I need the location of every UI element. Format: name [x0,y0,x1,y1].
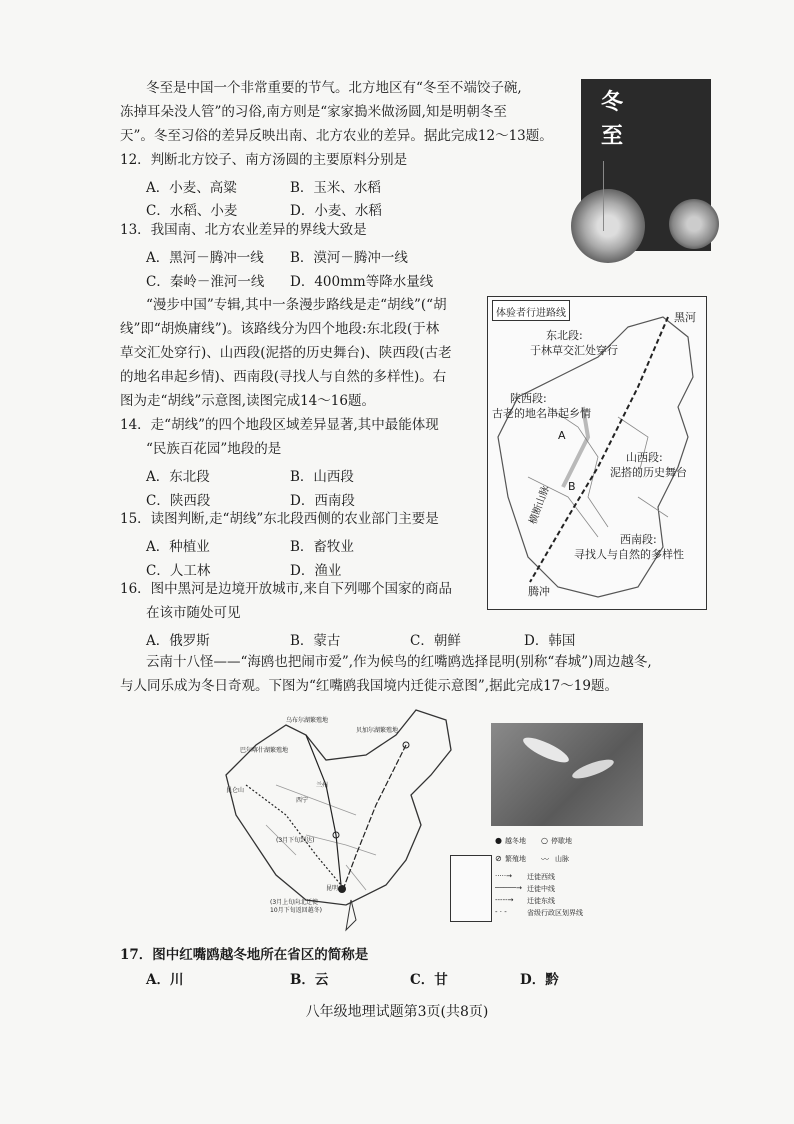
intro2-line5: 图为走“胡线”示意图,读图完成14～16题。 [120,393,375,409]
q13-option-d[interactable]: D．400mm等降水量线 [290,274,434,290]
q16-stem-line1: 16．图中黑河是边境开放城市,来自下列哪个国家的商品 [120,581,452,597]
northeast-section-title: 东北段: [546,329,583,342]
q12-option-b[interactable]: B．玉米、水稻 [290,180,381,196]
gull-migration-map [196,705,496,945]
q17-option-a[interactable]: A．川 [146,972,184,988]
stopover-icon: ○ [541,836,548,845]
q15-option-c[interactable]: C．人工林 [146,563,211,579]
southwest-section-title: 西南段: [620,533,657,546]
stopover-label: 停歇地 [551,837,572,845]
point-a-label: A [558,429,566,442]
q14-option-a[interactable]: A．东北段 [146,469,210,485]
q15-option-a[interactable]: A．种植业 [146,539,210,555]
poster-title-top: 冬 [601,89,624,115]
q14-stem-line2: “民族百花园”地段的是 [146,441,282,457]
intro3-line1: 云南十八怪——“海鸥也把闹市爱”,作为候鸟的红嘴鸥选择昆明(别称“春城”)周边越冬, [146,654,652,670]
wulan-breeding-label: 乌布尔湖繁殖地 [286,717,329,724]
q16-option-d[interactable]: D．韩国 [524,633,576,649]
q12-option-d[interactable]: D．小麦、水稻 [290,203,382,219]
q13-option-a[interactable]: A．黑河－腾冲一线 [146,250,264,266]
kunlun-mountain-label: 昆仑山 [226,787,245,794]
tangyuan-bowl-image [669,199,719,249]
q14-option-c[interactable]: C．陕西段 [146,493,211,509]
lanzhou-label: 兰州 [316,782,329,789]
q12-option-c[interactable]: C．水稻、小麦 [146,203,238,219]
q17-stem: 17．图中红嘴鸥越冬地所在省区的简称是 [120,947,369,963]
q13-option-b[interactable]: B．漠河－腾冲一线 [290,250,408,266]
q14-option-d[interactable]: D．西南段 [290,493,355,509]
northeast-section-desc: 于林草交汇处穿行 [530,344,618,357]
dumpling-bowl-image [571,189,645,263]
winter-ground-icon: ● [495,836,502,845]
hu-line-map [487,296,707,610]
intro2-line2: 线”即“胡焕庸线”)。该路线分为四个地段:东北段(于林 [120,321,440,337]
red-billed-gull-photo [491,723,643,826]
stopover-note: (3月下旬到达) [276,837,315,844]
kunming-note-line1: (3月上旬向北迁徙 [270,899,319,906]
tengchong-label: 腾冲 [528,585,550,598]
intro3-line2: 与人同乐成为冬日奇观。下图为“红嘴鸥我国境内迁徙示意图”,据此完成17～19题。 [120,678,618,694]
q15-option-d[interactable]: D．渔业 [290,563,342,579]
south-china-sea-inset [450,855,492,922]
q12-option-a[interactable]: A．小麦、高粱 [146,180,237,196]
gull-shape-2 [570,756,615,782]
q15-option-b[interactable]: B．畜牧业 [290,539,354,555]
intro2-line4: 的地名串起乡情)、西南段(寻找人与自然的多样性)。右 [120,369,447,385]
poster-title-bottom: 至 [601,123,624,149]
east-route-label: 迁徙东线 [527,897,555,905]
baikal-breeding-label: 贝加尔湖繁殖地 [356,727,399,734]
q13-stem: 13．我国南、北方农业差异的界线大致是 [120,222,367,238]
intro2-line1: “漫步中国”专辑,其中一条漫步路线是走“胡线”(“胡 [146,297,447,313]
q16-option-c[interactable]: C．朝鲜 [410,633,461,649]
kunming-note-line2: 10月下旬返回越冬) [270,907,322,914]
winter-ground-label: 越冬地 [505,837,526,845]
q16-option-b[interactable]: B．蒙古 [290,633,341,649]
route-legend-label: 体验者行进路线 [496,308,566,319]
west-route-label: 迁徙西线 [527,873,555,881]
q17-option-c[interactable]: C．甘 [410,972,448,988]
border-icon: - · - [495,908,507,916]
intro1-line1: 冬至是中国一个非常重要的节气。北方地区有“冬至不端饺子碗, [146,80,522,96]
page-footer: 八年级地理试题第3页(共8页) [305,1004,489,1020]
intro1-line2: 冻掉耳朵没人管”的习俗,南方则是“家家搗米做汤圆,知是明朝冬至 [120,104,507,120]
point-b-label: B [568,480,576,493]
shaanxi-section-desc: 古老的地名串起乡情 [492,407,591,420]
q17-option-d[interactable]: D．黔 [520,972,559,988]
west-route-icon: ·····→ [495,872,512,880]
gull-shape-1 [520,733,571,767]
q14-option-b[interactable]: B．山西段 [290,469,354,485]
middle-route-label: 迁徙中线 [527,885,555,893]
east-route-icon: -----→ [495,896,514,904]
route-legend [492,300,570,321]
southwest-section-desc: 寻找人与自然的多样性 [574,548,684,561]
q15-stem: 15．读图判断,走“胡线”东北段西侧的农业部门主要是 [120,511,439,527]
border-label: 省级行政区划界线 [527,909,583,917]
q13-option-c[interactable]: C．秦岭－淮河一线 [146,274,265,290]
mountain-label: 山脉 [555,855,569,863]
q17-option-b[interactable]: B．云 [290,972,329,988]
migration-legend [495,836,645,936]
shanxi-section-title: 山西段: [626,451,663,464]
intro2-line3: 草交汇处穿行)、山西段(泥搭的历史舞台)、陕西段(古老 [120,345,452,361]
poster-divider [603,161,604,231]
breeding-ground-label: 繁殖地 [505,855,526,863]
shaanxi-section-title: 陕西段: [510,392,547,405]
q14-stem-line1: 14．走“胡线”的四个地段区域差异显著,其中最能体现 [120,417,439,433]
q12-stem: 12．判断北方饺子、南方汤圆的主要原料分别是 [120,152,408,168]
xining-label: 西宁 [296,797,309,804]
balkhash-breeding-label: 巴尔喀什湖繁殖地 [240,747,289,754]
shanxi-section-desc: 泥搭的历史舞台 [610,466,687,479]
middle-route-icon: ─────→ [495,884,522,892]
kunming-label: 昆明 [326,885,339,892]
mountain-icon: 〰 [541,855,549,864]
hengduan-mountain-label: 横断山脉 [527,484,552,526]
q16-stem-line2: 在该市随处可见 [146,605,241,621]
q16-option-a[interactable]: A．俄罗斯 [146,633,210,649]
intro1-line3: 天”。冬至习俗的差异反映出南、北方农业的差异。据此完成12～13题。 [120,128,553,144]
winter-solstice-poster [581,79,711,251]
heihe-label: 黑河 [674,311,696,324]
breeding-ground-icon: ⊘ [495,854,502,863]
